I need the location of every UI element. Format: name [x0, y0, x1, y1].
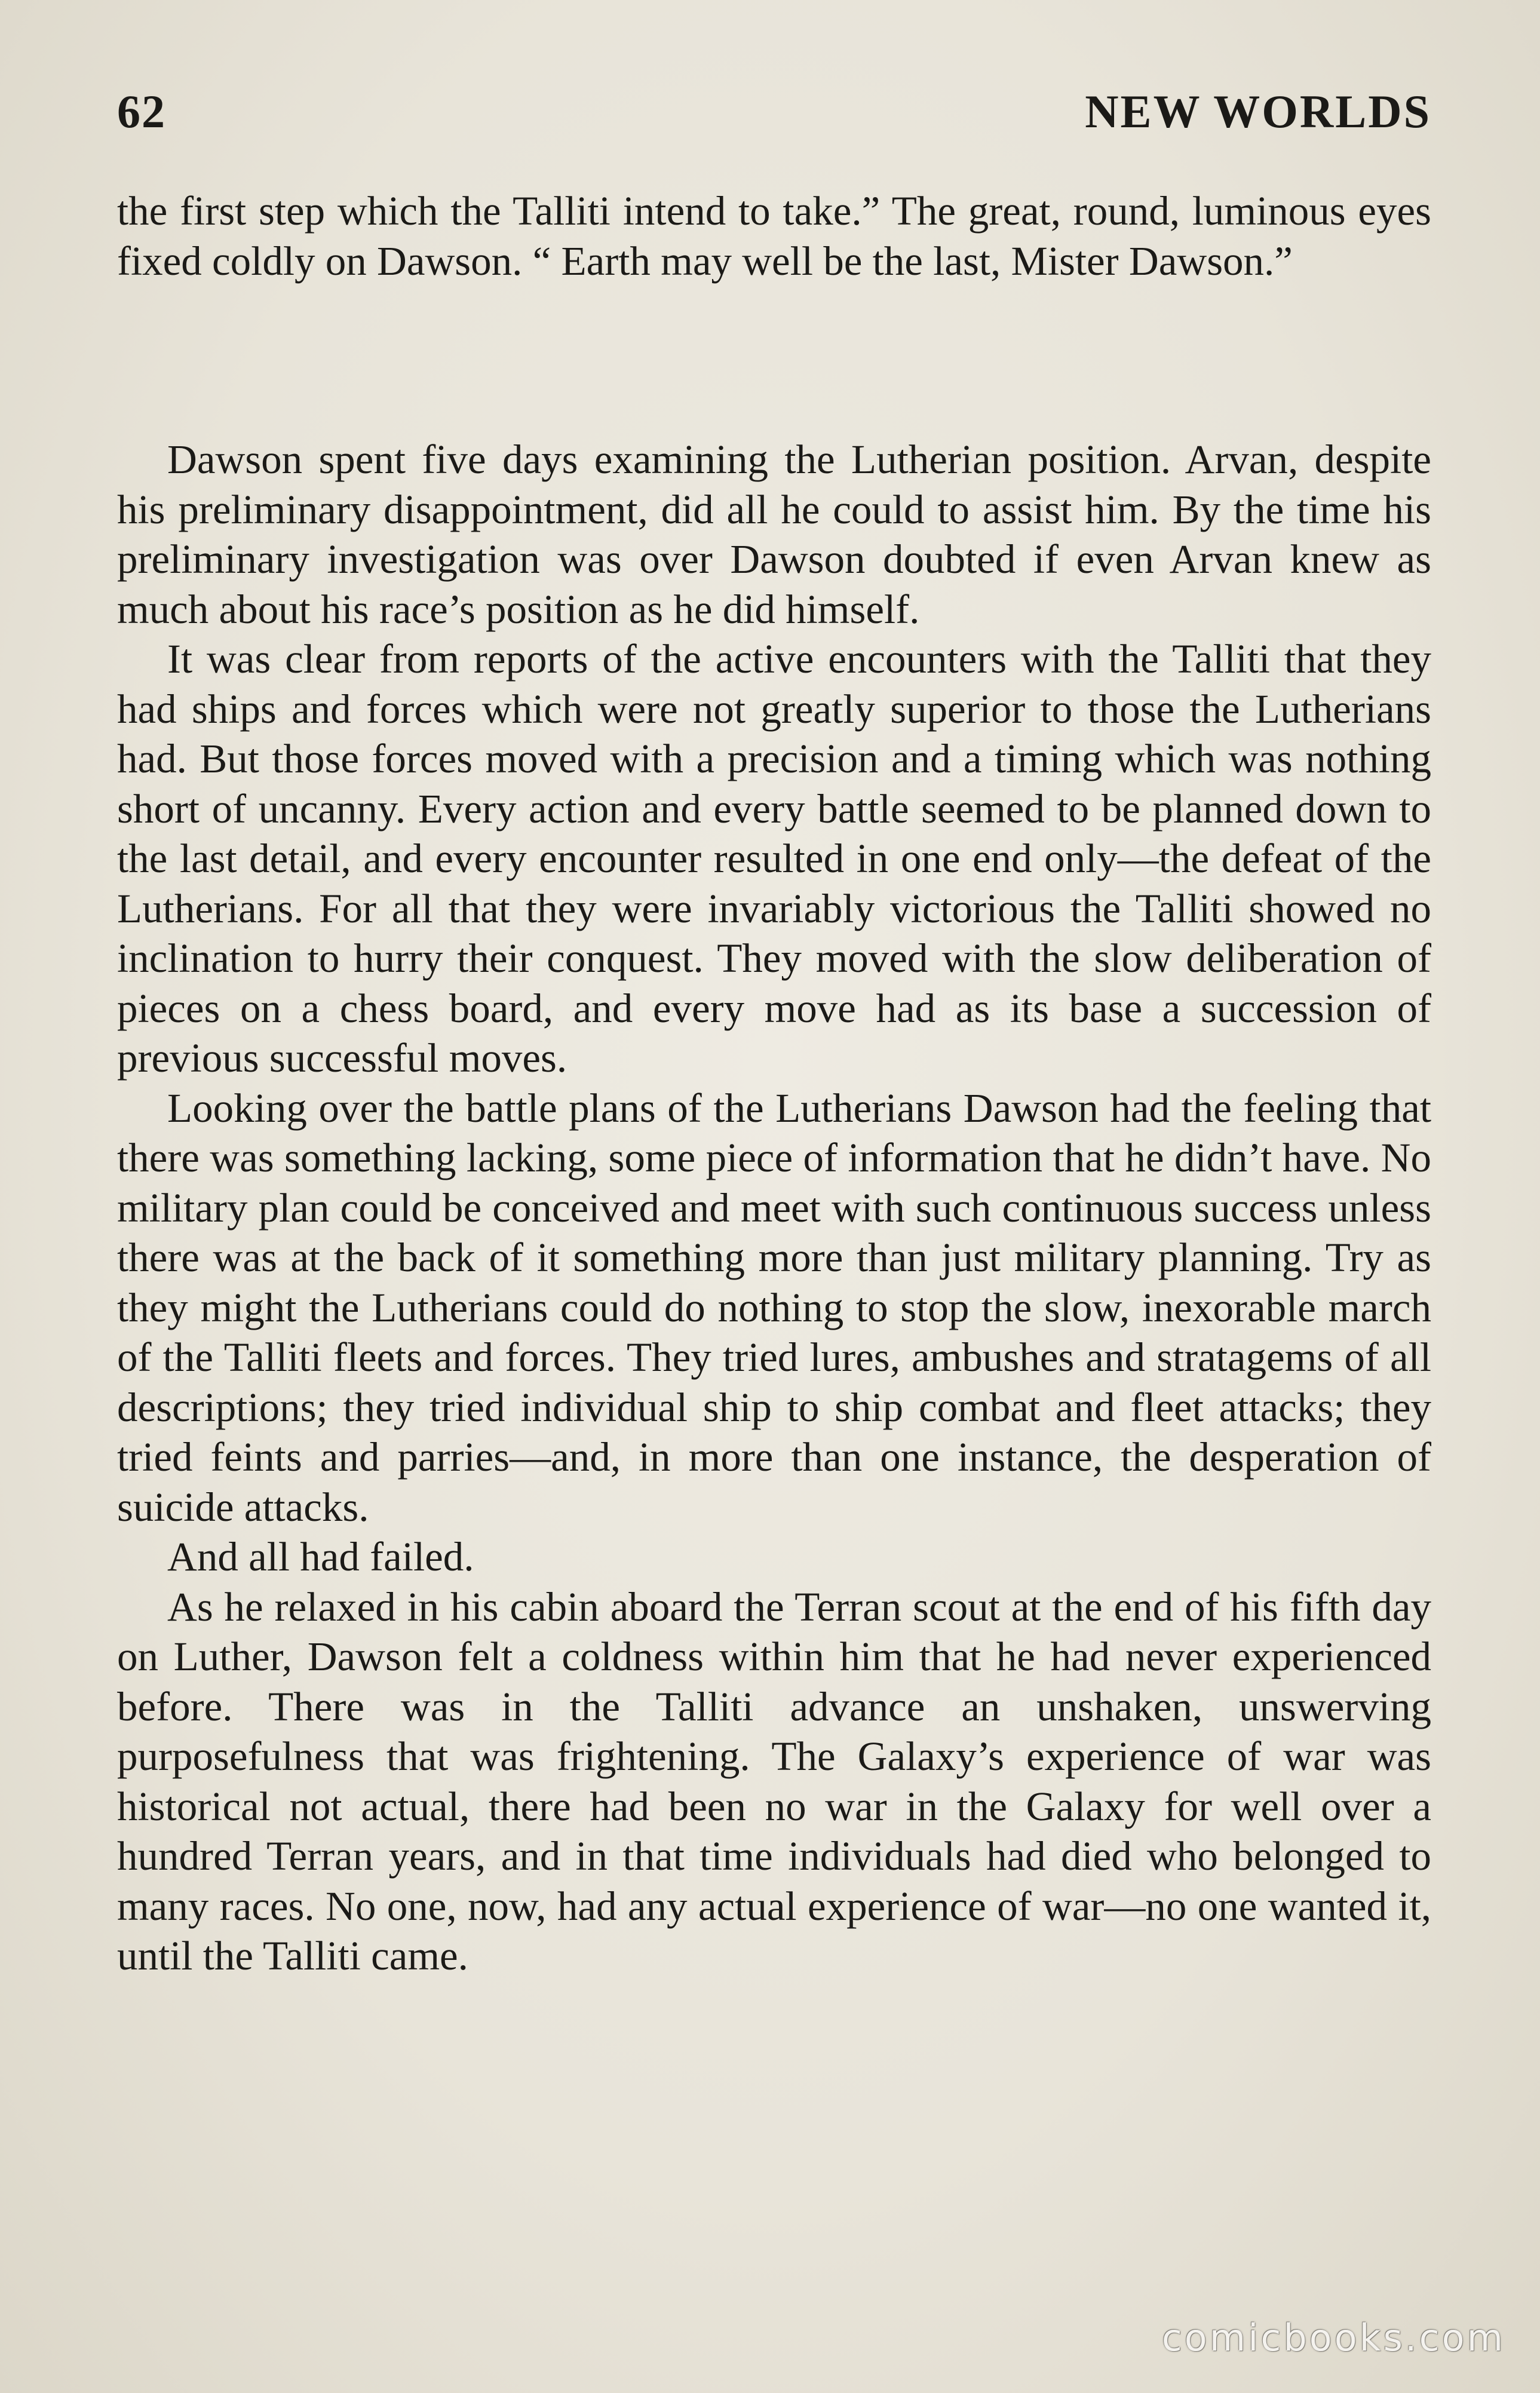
paragraph-5: As he relaxed in his cabin aboard the Terran scout at the end of his fifth day on Luther, Dawson felt a coldness within him that he had never experienced before. There was in the Talliti advance an unshaken, unswerving purposefulness that was frightening. The Galaxy’s experience of war was historical not actual, there had been no war in the Galaxy for well over a hundred Terran years, and in that time individuals had died who belonged to many races. No one, now, had any actual experience of war—no one wanted it, until the Talliti came. [117, 1584, 1431, 1978]
paragraph-4: And all had failed. [167, 1534, 474, 1579]
page-number: 62 [117, 85, 166, 137]
watermark: comicbooks.com [1161, 2316, 1505, 2360]
opening-paragraph: the first step which the Talliti intend to take.” The great, round, luminous eyes fixed coldly on Dawson. “ Earth may well be the last, Mister Dawson.” [117, 188, 1431, 284]
page-header [117, 79, 1431, 145]
opening-text [117, 186, 1431, 286]
section-text [117, 435, 1431, 1981]
paragraph-2: It was clear from reports of the active encounters with the Talliti that they had ships and forces which were not greatly superior to those the Lutherians had. But those forces moved with a precision and a timing which was nothing short of uncanny. Every action and every battle seemed to be planned down to the last detail, and every encounter resulted in one end only—the defeat of the Lutherians. For all that they were invariably victorious the Talliti showed no inclination to hurry their conquest. They moved with the slow deliberation of pieces on a chess board, and every move had as its base a succession of previous successful moves. [117, 636, 1431, 1081]
paragraph-3: Looking over the battle plans of the Lutherians Dawson had the feeling that there was something lacking, some piece of information that he didn’t have. No military plan could be conceived and meet with such continuous success unless there was at the back of it something more than just military planning. Try as they might the Lutherians could do nothing to stop the slow, inexorable march of the Talliti fleets and forces. They tried lures, ambushes and stratagems of all descriptions; they tried individual ship to ship combat and fleet attacks; they tried feints and parries—and, in more than one instance, the desperation of suicide attacks. [117, 1085, 1431, 1530]
running-title: NEW WORLDS [1085, 85, 1431, 137]
paragraph-1: Dawson spent five days examining the Lutherian position. Arvan, despite his preliminary disappointment, did all he could to assist him. By the time his preliminary investigation was over Dawson doubted if even Arvan knew as much about his race’s position as he did himself. [117, 437, 1431, 632]
